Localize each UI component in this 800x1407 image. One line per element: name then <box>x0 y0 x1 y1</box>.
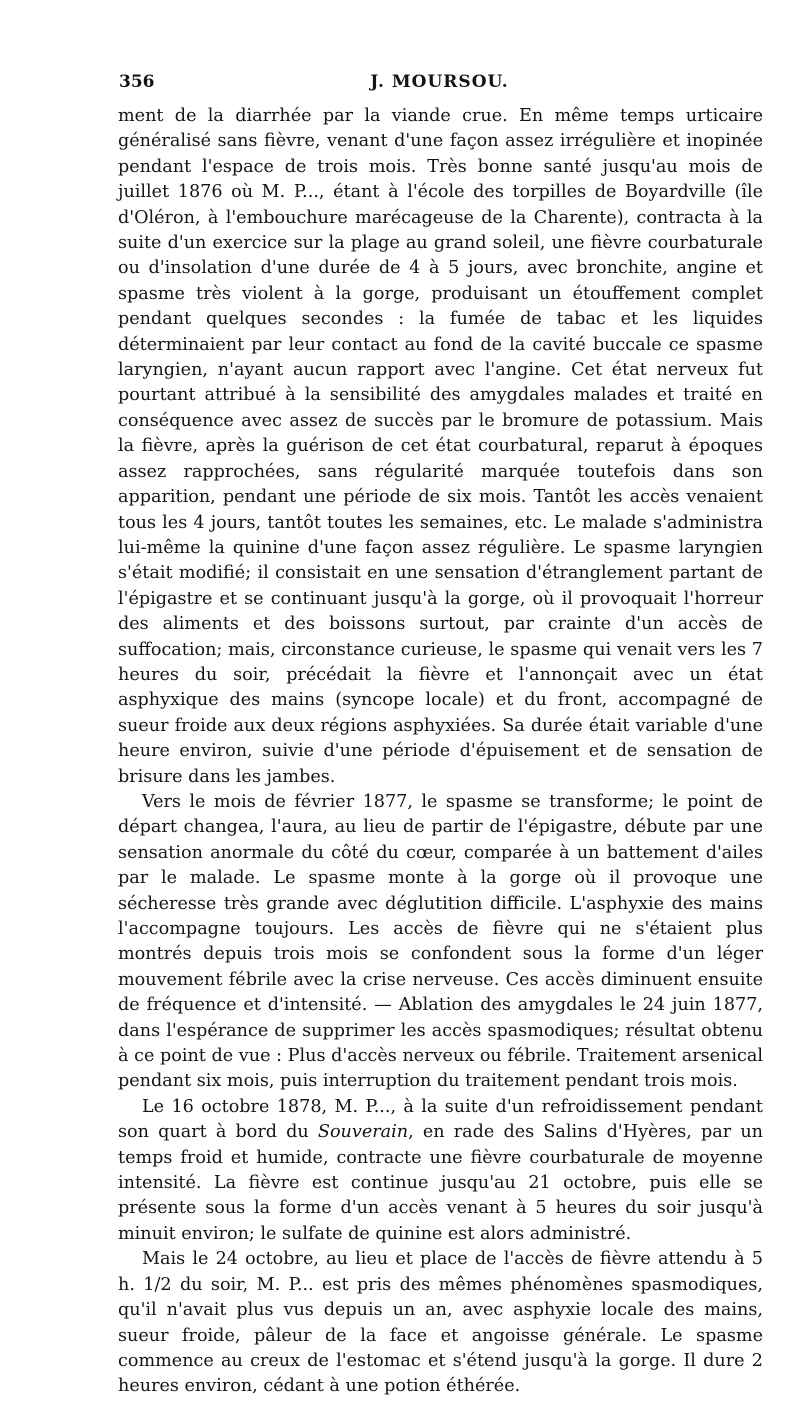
paragraph <box>118 1095 763 1247</box>
paragraph: Vers le mois de février 1877, le spasme se transforme; le point de départ changea, l'aura, au lieu de partir de l'épigastre, débute par une sensation anormale du côté du cœur, comparée à un battement d'ailes par le malade. Le spasme monte à la gorge où il provoque une sécheresse très grande avec déglutition difficile. L'asphyxie des mains l'accompagne toujours. Les accès de fièvre qui ne s'étaient plus montrés depuis trois mois se confondent sous la forme d'un léger mouvement fébrile avec la crise nerveuse. Ces accès diminuent ensuite de fréquence et d'intensité. — Ablation des amygdales le 24 juin 1877, dans l'espérance de supprimer les accès spasmodiques; résultat obtenu à ce point de vue : Plus d'accès nerveux ou fébrile. Traitement arsenical pendant six mois, puis interruption du traitement pendant trois mois. <box>118 791 763 1092</box>
paragraph-text: , en rade des Salins d'Hyères, par un temps froid et humide, contracte une fièvre courbaturale de moyenne intensité. La fièvre est continue jusqu'au 21 octobre, puis elle se présente sous la forme d'un accès venant à 5 heures du soir jusqu'à minuit environ; le sulfate de quinine est alors administré. <box>118 1122 763 1244</box>
running-title: J. MOURSOU. <box>370 72 509 92</box>
paragraph: Mais le 24 octobre, au lieu et place de l'accès de fièvre attendu à 5 h. 1/2 du soir, M. P... est pris des mêmes phénomènes spasmodiques, qu'il n'avait plus vus depuis un an, avec asphyxie locale des mains, sueur froide, pâleur de la face et angoisse générale. Le spasme commence au creux de l'estomac et s'étend jusqu'à la gorge. Il dure 2 heures environ, cédant à une potion éthérée. <box>118 1249 763 1397</box>
body-text <box>118 104 763 1400</box>
page-number: 356 <box>119 72 155 92</box>
paragraph-text: Le 16 octobre 1878, M. P..., à la suite d'un refroidissement pendant son quart à bord du <box>118 1096 763 1143</box>
ship-name: Souverain <box>317 1122 409 1143</box>
page-header <box>119 72 760 100</box>
paragraph: ment de la diarrhée par la viande crue. En même temps urticaire généralisé sans fièvre, venant d'une façon assez irrégulière et inopinée pendant l'espace de trois mois. Très bonne santé jusqu'au mois de juillet 1876 où M. P..., étant à l'école des torpilles de Boyardville (île d'Oléron, à l'embouchure marécageuse de la Charente), contracta à la suite d'un exercice sur la plage au grand soleil, une fièvre courbaturale ou d'insolation d'une durée de 4 à 5 jours, avec bronchite, angine et spasme très violent à la gorge, produisant un étouffement complet pendant quelques secondes : la fumée de tabac et les liquides déterminaient par leur contact au fond de la cavité buccale ce spasme laryngien, n'ayant aucun rapport avec l'angine. Cet état nerveux fut pourtant attribué à la sensibilité des amygdales malades et traité en conséquence avec assez de succès par le bromure de potassium. Mais la fièvre, après la guérison de cet état courbatural, reparut à époques assez rapprochées, sans régularité marquée toutefois dans son apparition, pendant une période de six mois. Tantôt les accès venaient tous les 4 jours, tantôt toutes les semaines, etc. Le malade s'administra lui-même la quinine d'une façon assez régulière. Le spasme laryngien s'était modifié; il consistait en une sensation d'étranglement partant de l'épigastre et se continuant jusqu'à la gorge, où il provoquait l'horreur des aliments et des boissons surtout, par crainte d'un accès de suffocation; mais, circonstance curieuse, le spasme qui venait vers les 7 heures du soir, précédait la fièvre et l'annonçait avec un état asphyxique des mains (syncope locale) et du front, accompagné de sueur froide aux deux régions asphyxiées. Sa durée était variable d'une heure environ, suivie d'une période d'épuisement et de sensation de brisure dans les jambes. <box>118 106 763 787</box>
